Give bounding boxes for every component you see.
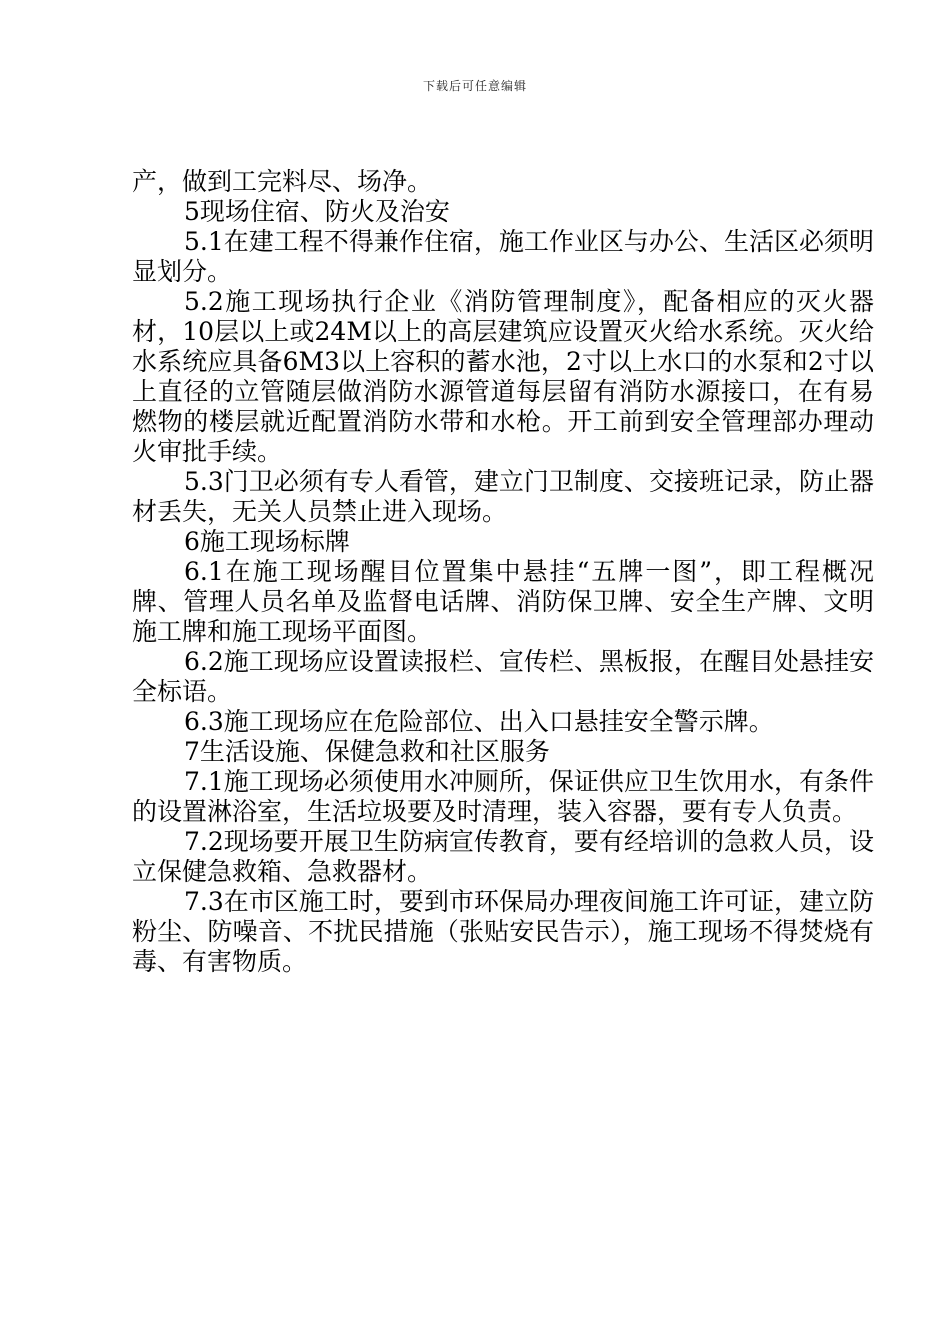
paragraph-7-2: 7.2现场要开展卫生防病宣传教育，要有经培训的急救人员，设立保健急救箱、急救器材。 [132,827,874,886]
section-heading-5: 5现场住宿、防火及治安 [184,197,450,226]
paragraph-7-1: 7.1施工现场必须使用水冲厕所，保证供应卫生饮用水，有条件的设置淋浴室，生活垃圾要及时清理，装入容器，要有专人负责。 [132,767,874,826]
section-heading-6: 6施工现场标牌 [184,527,350,556]
paragraph-5-3: 5.3门卫必须有专人看管，建立门卫制度、交接班记录，防止器材丢失，无关人员禁止进入现场。 [132,467,874,526]
paragraph-6-2: 6.2施工现场应设置读报栏、宣传栏、黑板报，在醒目处悬挂安全标语。 [132,647,874,706]
paragraph-7-3: 7.3在市区施工时，要到市环保局办理夜间施工许可证，建立防粉尘、防噪音、不扰民措施（张贴安民告示），施工现场不得焚烧有毒、有害物质。 [132,887,874,976]
paragraph-5-2: 5.2施工现场执行企业《消防管理制度》，配备相应的灭火器材，10层以上或24M以上的高层建筑应设置灭火给水系统。灭火给水系统应具备6M3以上容积的蓄水池，2寸以上水口的水泵和2寸以上直径的立管随层做消防水源管道每层留有消防水源接口，在有易燃物的楼层就近配置消防水带和水枪。开工前到安全管理部办理动火审批手续。 [132,287,874,466]
paragraph-continuation: 产，做到工完料尽、场净。 [132,167,433,196]
paragraph-6-3: 6.3施工现场应在危险部位、出入口悬挂安全警示牌。 [184,707,774,736]
document-body [132,167,874,977]
paragraph-6-1: 6.1在施工现场醒目位置集中悬挂“五牌一图”，即工程概况牌、管理人员名单及监督电话牌、消防保卫牌、安全生产牌、文明施工牌和施工现场平面图。 [132,557,874,646]
running-header: 下载后可任意编辑 [422,79,527,93]
section-heading-7: 7生活设施、保健急救和社区服务 [184,737,550,766]
paragraph-5-1: 5.1在建工程不得兼作住宿，施工作业区与办公、生活区必须明显划分。 [132,227,874,286]
